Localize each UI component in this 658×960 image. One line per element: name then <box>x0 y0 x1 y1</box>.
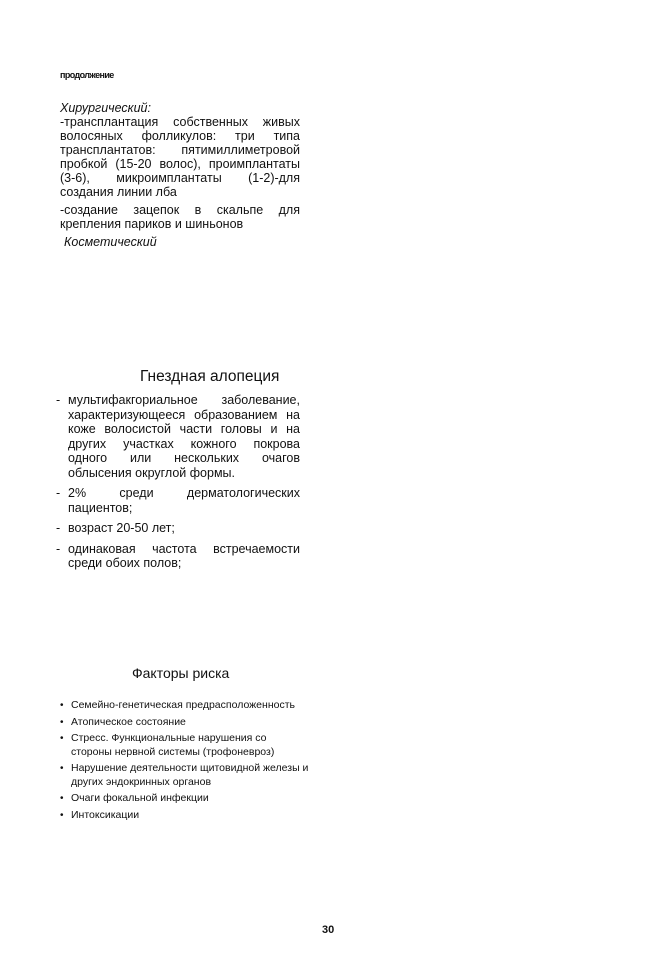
list-item-text: Очаги фокальной инфекции <box>71 792 209 804</box>
bullet-marker: • <box>60 763 64 774</box>
surgical-section <box>60 101 300 249</box>
list-item <box>56 542 300 571</box>
list-item-text: Стресс. Функциональные нарушения со стороны нервной системы (трофоневроз) <box>71 732 275 758</box>
list-item <box>60 732 310 759</box>
list-item <box>56 521 300 536</box>
bullet-marker: • <box>60 733 64 744</box>
bullet-marker: • <box>60 716 64 728</box>
continuation-label: продолжение <box>60 70 114 80</box>
dash-marker: - <box>56 541 61 556</box>
list-item-text: одинаковая частота встречаемости среди обоих полов; <box>68 541 300 570</box>
dash-marker: - <box>56 521 61 535</box>
list-item <box>60 809 310 823</box>
bullet-marker: • <box>60 700 64 711</box>
bullet-marker: • <box>60 809 64 821</box>
list-item-text: 2% среди дерматологических пациентов; <box>68 486 300 515</box>
bullet-marker: • <box>60 793 64 804</box>
alopecia-title: Гнездная алопеция <box>140 368 280 385</box>
list-item-text: Нарушение деятельности щитовидной железы и других эндокринных органов <box>71 762 309 788</box>
list-item-text: возраст 20-50 лет; <box>68 521 175 535</box>
list-item <box>60 699 310 713</box>
surgical-paragraph-transplant: -трансплантация собственных живых волосяных фолликулов: три типа трансплантатов: пятимиллиметровой пробкой (15-20 волос), проимплантаты (3-6), микроимплантаты (1-2)-для создания линии лба <box>60 115 300 199</box>
dash-marker: - <box>56 486 61 500</box>
cosmetic-heading: Косметический <box>64 235 157 249</box>
alopecia-list <box>56 393 300 577</box>
list-item-text: Семейно-генетическая предрасположенность <box>71 699 295 711</box>
risk-factors-list <box>60 699 310 825</box>
list-item <box>60 792 310 806</box>
list-item <box>56 393 300 480</box>
list-item <box>60 762 310 789</box>
list-item <box>56 486 300 515</box>
list-item-text: мультифакгориальное заболевание, характеризующееся образованием на коже волосистой части головы и на других участках кожного покрова одного или нескольких очагов облысения округлой формы. <box>68 393 300 480</box>
risk-factors-title: Факторы риска <box>132 665 230 681</box>
list-item-text: Интоксикации <box>71 808 140 821</box>
page-number: 30 <box>322 924 335 936</box>
surgical-heading: Хирургический: <box>60 101 151 115</box>
surgical-paragraph-hooks: -создание зацепок в скальпе для крепления париков и шиньонов <box>60 203 300 231</box>
list-item-text: Атопическое состояние <box>71 715 186 728</box>
list-item <box>60 716 310 730</box>
dash-marker: - <box>56 393 61 407</box>
